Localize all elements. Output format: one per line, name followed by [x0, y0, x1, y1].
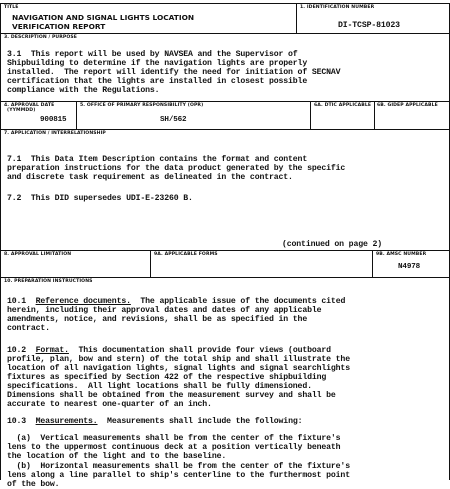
- applicable-forms-label: 9A. APPLICABLE FORMS: [154, 252, 218, 257]
- format-line-6: Dimensions shall be obtained from the measurement survey and shall be: [7, 391, 336, 400]
- format-line-4: fixtures as specified by Section 422 of the respective shipbuilding: [7, 373, 327, 382]
- paragraph-number: 10.3: [7, 417, 36, 426]
- gidep-applicable-label: 6B. GIDEP APPLICABLE: [377, 103, 438, 108]
- description-label: 3. DESCRIPTION / PURPOSE: [4, 35, 78, 40]
- title-id-divider: [296, 3, 297, 33]
- approval-limitation-label: 8. APPROVAL LIMITATION: [4, 252, 72, 257]
- approval-date-format: (YYMMDD): [7, 108, 36, 113]
- col-divider-8b: [372, 250, 373, 277]
- top-border: [0, 3, 450, 4]
- identification-number: DI-TCSP-81023: [338, 21, 400, 30]
- application-line-1: 7.1 This Data Item Description contains the format and content: [7, 155, 308, 164]
- measurements-paragraph: [7, 417, 302, 426]
- col-divider-4b: [310, 101, 311, 129]
- row-divider-4: [0, 101, 450, 102]
- left-border: [0, 3, 1, 480]
- horizontal-measurements-line-3: of the bow.: [7, 480, 60, 489]
- horizontal-measurements-line-1: (b) Horizontal measurements shall be from the center of the fixture's: [7, 462, 350, 471]
- approval-date-label: 4. APPROVAL DATE: [4, 103, 55, 108]
- dtic-applicable-label: 6A. DTIC APPLICABLE: [314, 103, 372, 108]
- col-divider-4a: [76, 101, 77, 129]
- row-divider-3: [0, 33, 450, 34]
- continued-note: (continued on page 2): [282, 240, 383, 249]
- application-line-4: 7.2 This DID supersedes UDI-E-23260 B.: [7, 194, 193, 203]
- document-title-line-1: NAVIGATION AND SIGNAL LIGHTS LOCATION: [12, 13, 195, 22]
- row-divider-8: [0, 250, 450, 251]
- application-line-2: preparation instructions for the data product generated by the specific: [7, 164, 346, 173]
- paragraph-heading: Format.: [35, 346, 69, 355]
- paragraph-text: Measurements shall include the following:: [97, 417, 303, 426]
- description-line-2: Shipbuilding to determine if the navigation lights are properly: [7, 59, 308, 68]
- reference-documents-line-3: amendments, notice, and revisions, shall be as specified in the: [7, 315, 308, 324]
- paragraph-text: This documentation shall provide four views (outboard: [68, 346, 331, 355]
- description-line-1: 3.1 This report will be used by NAVSEA and the Supervisor of: [7, 50, 298, 59]
- office-label: 5. OFFICE OF PRIMARY RESPONSIBILITY (OPR): [80, 103, 204, 108]
- office-value: SH/562: [160, 116, 187, 124]
- paragraph-text: The applicable issue of the documents cited: [130, 297, 346, 306]
- reference-documents-line-2: herein, including their approval dates and dates of any applicable: [7, 306, 322, 315]
- format-line-5: specifications. All light locations shall be fully dimensioned.: [7, 382, 312, 391]
- preparation-label: 10. PREPARATION INSTRUCTIONS: [4, 279, 93, 284]
- reference-documents-paragraph: [7, 297, 345, 306]
- format-line-2: profile, plan, bow and stern) of the total ship and shall illustrate the: [7, 355, 350, 364]
- description-line-4: certification that the lights are installed in closest possible: [7, 77, 308, 86]
- application-line-3: and discrete task requirement as delineated in the contract.: [7, 173, 293, 182]
- application-label: 7. APPLICATION / INTERRELATIONSHIP: [4, 131, 106, 136]
- vertical-measurements-line-3: the location of the light and to the baseline.: [7, 452, 227, 461]
- description-line-5: compliance with the Regulations.: [7, 86, 160, 95]
- identification-number-label: 1. IDENTIFICATION NUMBER: [300, 5, 375, 10]
- format-paragraph: [7, 346, 331, 355]
- row-divider-10: [0, 277, 450, 278]
- description-line-3: installed. The report will identify the need for initiation of SECNAV: [7, 68, 341, 77]
- horizontal-measurements-line-2: lens along a line parallel to ship's centerline to the furthermost point: [7, 471, 350, 480]
- col-divider-4c: [374, 101, 375, 129]
- row-divider-7: [0, 129, 450, 130]
- paragraph-heading: Reference documents.: [35, 297, 131, 306]
- col-divider-8a: [150, 250, 151, 277]
- approval-date: 900815: [40, 116, 67, 124]
- paragraph-number: 10.1: [7, 297, 36, 306]
- format-line-7: accurate to nearest one-quarter of an inch.: [7, 400, 212, 409]
- format-line-3: location of all navigation lights, signal lights and signal searchlights: [7, 364, 350, 373]
- reference-documents-line-4: contract.: [7, 324, 50, 333]
- vertical-measurements-line-1: (a) Vertical measurements shall be from the center of the fixture's: [7, 434, 341, 443]
- title-label: TITLE: [4, 5, 19, 10]
- document-title-line-2: VERIFICATION REPORT: [12, 22, 106, 31]
- paragraph-number: 10.2: [7, 346, 36, 355]
- vertical-measurements-line-2: lens to the uppermost continuous deck at a position vertically beneath: [7, 443, 341, 452]
- amsc-number: N4978: [398, 263, 421, 271]
- amsc-number-label: 9B. AMSC NUMBER: [376, 252, 427, 257]
- paragraph-heading: Measurements.: [35, 417, 98, 426]
